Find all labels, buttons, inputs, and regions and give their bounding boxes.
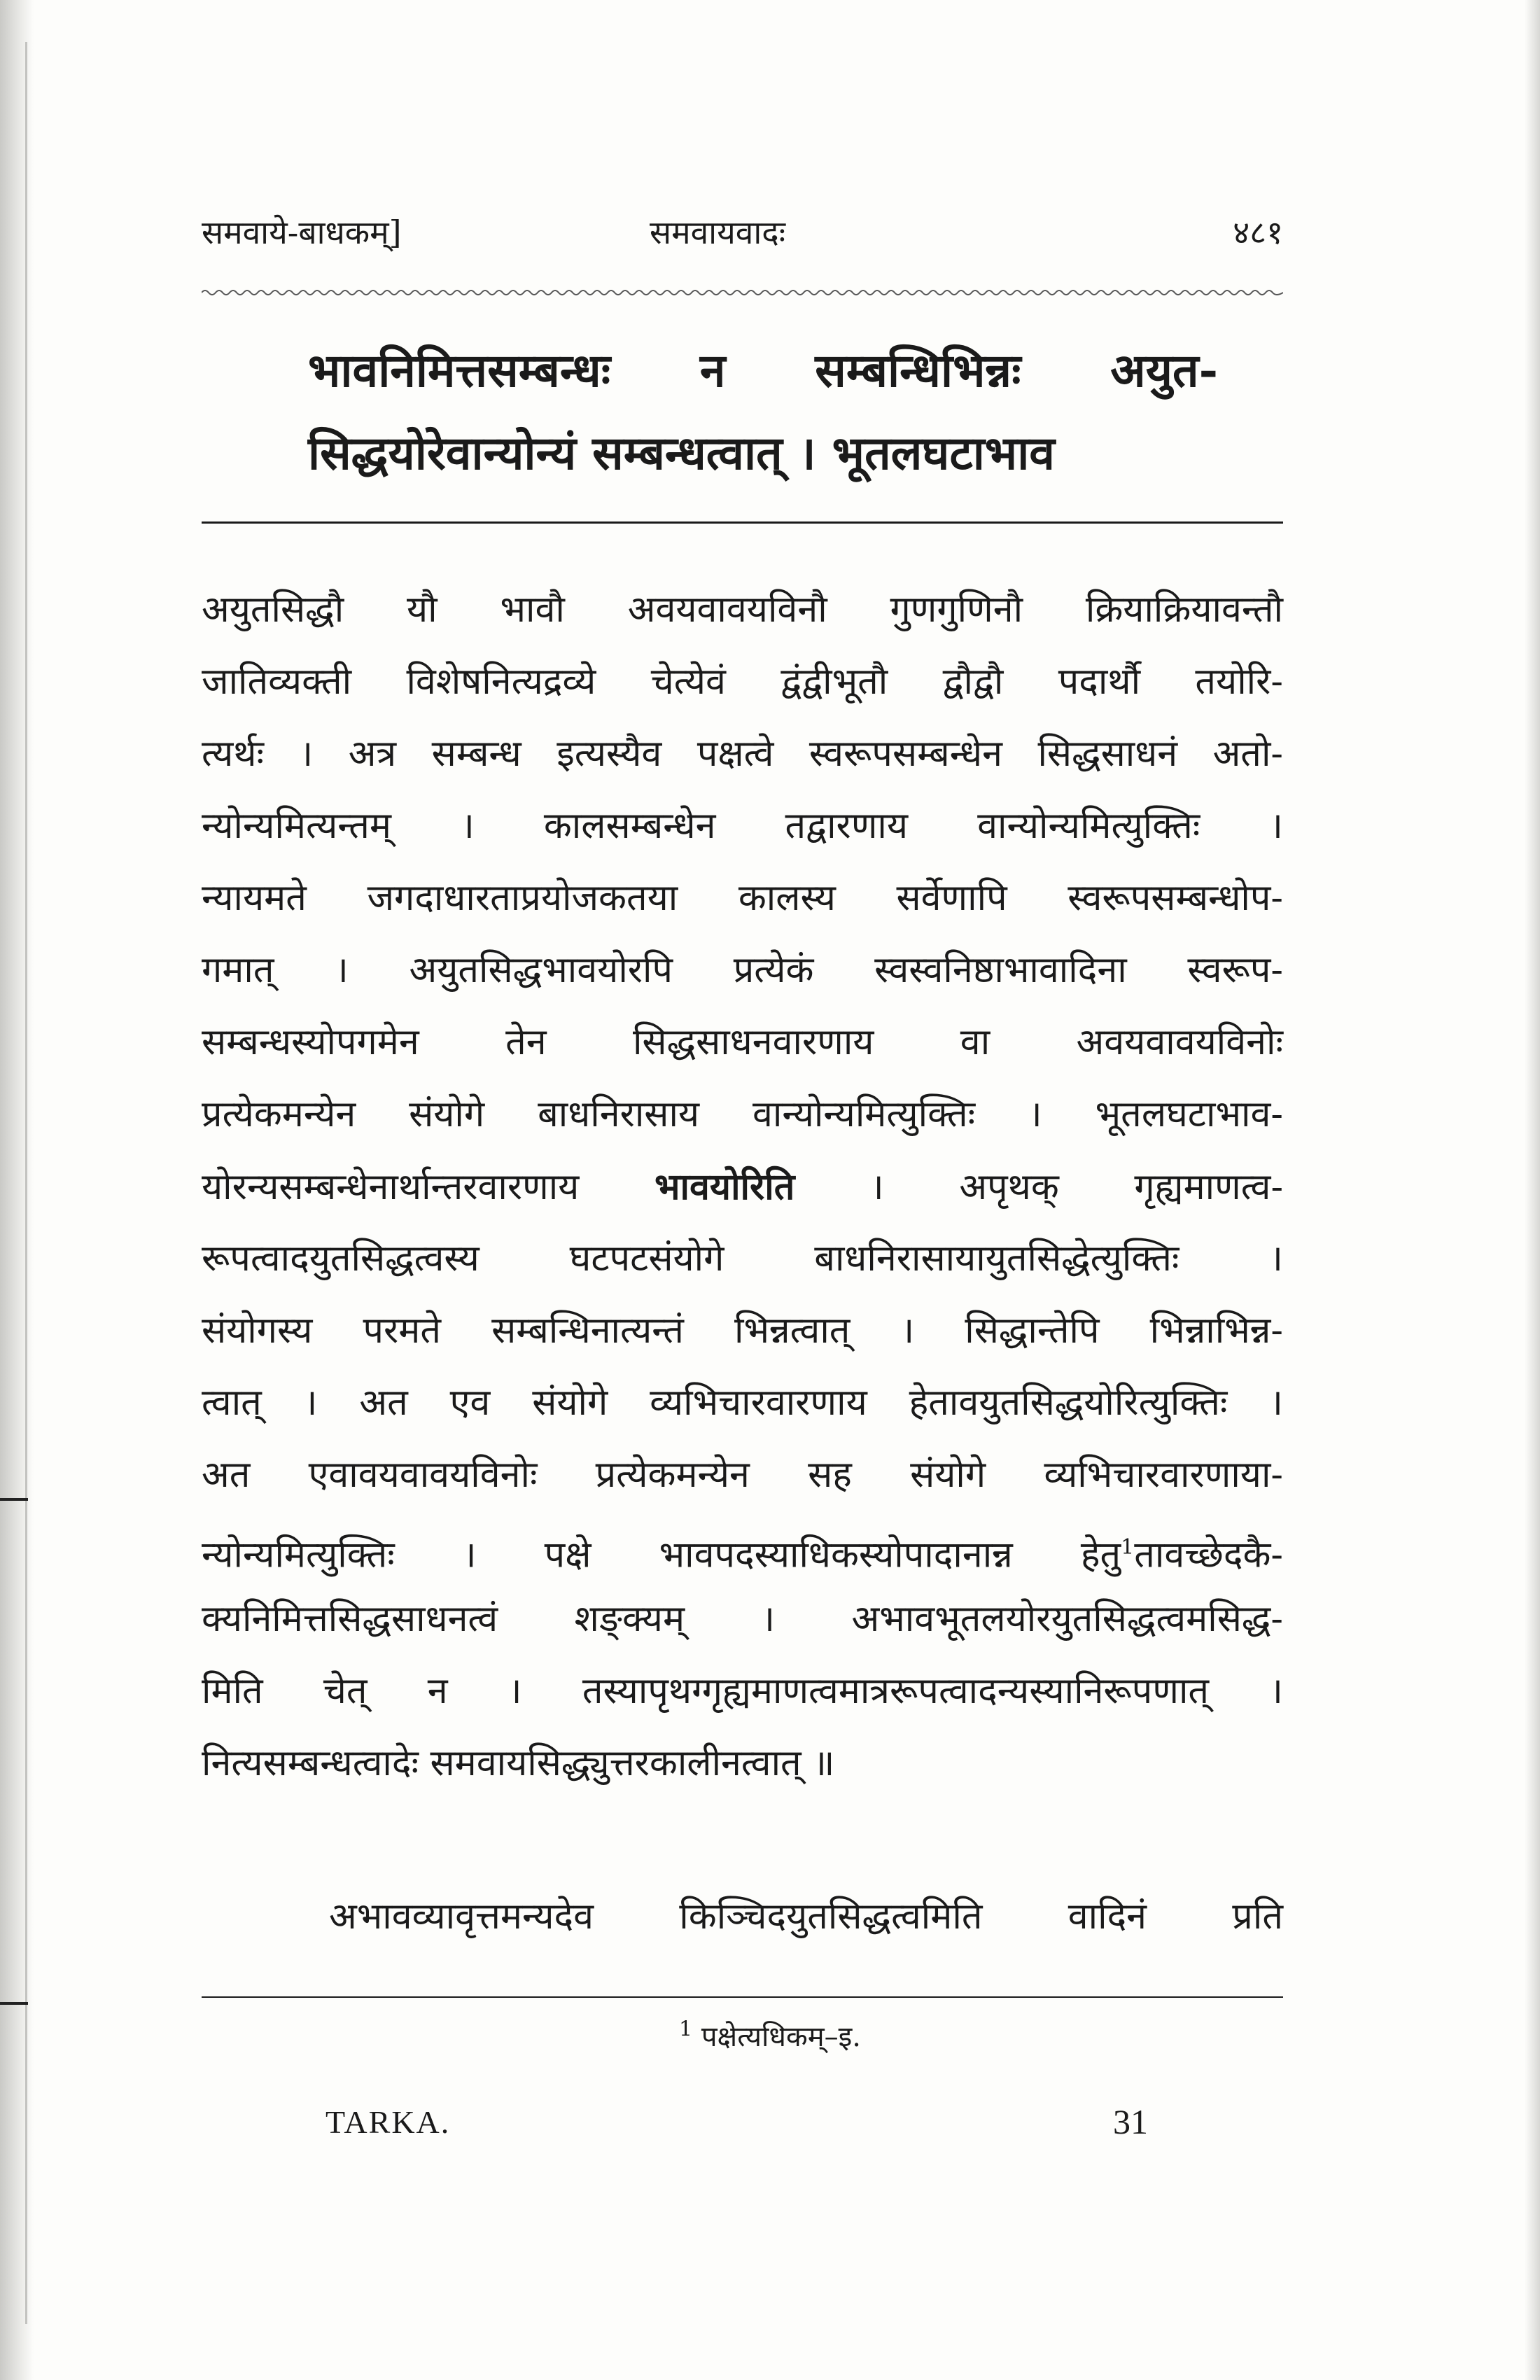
- commentary-line: क्यनिमित्तसिद्धसाधनत्वं शङ्क्यम् । अभावभूतलयोरयुतसिद्धत्वमसिद्ध-: [202, 1598, 1283, 1640]
- header-left: समवाये-बाधकम्]: [202, 214, 402, 251]
- commentary-line: [202, 1151, 1283, 1223]
- commentary-segment: न्योन्यमित्युक्तिः । पक्षे भावपदस्याधिकस्योपादानान्न हेतु: [202, 1534, 1121, 1576]
- commentary-line: त्यर्थः । अत्र सम्बन्ध इत्यस्यैव पक्षत्वे स्वरूपसम्बन्धेन सिद्धसाधनं अतो-: [202, 733, 1283, 775]
- verse-line: भावनिमित्तसम्बन्धः न सम्बन्धिभिन्नः अयुत-: [308, 343, 1218, 398]
- footnote-text: पक्षेत्यधिकम्–इ.: [701, 2021, 861, 2053]
- commentary-segment: तावच्छेदकै-: [1134, 1534, 1283, 1576]
- commentary-line: [202, 1511, 1283, 1583]
- commentary-line: सम्बन्धस्योपगमेन तेन सिद्धसाधनवारणाय वा अवयवावयविनोः: [202, 1021, 1283, 1063]
- commentary-line: प्रत्येकमन्येन संयोगे बाधनिरासाय वान्योन्यमित्युक्तिः । भूतलघटाभाव-: [202, 1093, 1283, 1135]
- margin-tick: [0, 1498, 28, 1501]
- commentary-block: [202, 574, 1283, 1800]
- footnote-rule: [202, 1996, 1283, 1998]
- commentary-segment: । अपृथक् गृह्यमाणत्व-: [870, 1166, 1284, 1208]
- commentary-line: गमात् । अयुतसिद्धभावयोरपि प्रत्येकं स्वस्वनिष्ठाभावादिना स्वरूप-: [202, 949, 1283, 991]
- running-header: [202, 210, 1283, 266]
- next-section-opening: अभावव्यावृत्तमन्यदेव किञ्चिदयुतसिद्धत्वमिति वादिनं प्रति: [329, 1896, 1283, 1938]
- bold-lemma: भावयोरिति: [654, 1166, 795, 1208]
- verse-rule: [202, 522, 1283, 524]
- signature-page-number: 31: [1113, 2102, 1148, 2141]
- commentary-line: मिति चेत् न । तस्यापृथग्गृह्यमाणत्वमात्ररूपत्वादन्यस्यानिरूपणात् ।: [202, 1670, 1283, 1712]
- header-center: समवायवादः: [650, 214, 785, 251]
- commentary-line: त्वात् । अत एव संयोगे व्यभिचारवारणाय हेतावयुतसिद्धयोरित्युक्तिः ।: [202, 1382, 1283, 1424]
- footnote: [0, 2016, 1540, 2054]
- commentary-line: न्यायमते जगदाधारताप्रयोजकतया कालस्य सर्वेणापि स्वरूपसम्बन्धोप-: [202, 877, 1283, 919]
- verse-block: [308, 329, 1218, 494]
- commentary-segment: योरन्यसम्बन्धेनार्थान्तरवारणाय: [202, 1166, 580, 1208]
- commentary-line: अयुतसिद्धौ यौ भावौ अवयवावयविनौ गुणगुणिनौ क्रियाक्रियावन्तौ: [202, 589, 1283, 631]
- footnote-reference[interactable]: 1: [1121, 1535, 1135, 1560]
- commentary-line: अत एवावयवावयविनोः प्रत्येकमन्येन सह संयोगे व्यभिचारवारणाया-: [202, 1454, 1283, 1496]
- commentary-line: रूपत्वादयुतसिद्धत्वस्य घटपटसंयोगे बाधनिरासायायुतसिद्धेत्युक्तिः ।: [202, 1238, 1283, 1280]
- header-page-number: ४८१: [1233, 214, 1283, 251]
- commentary-line: नित्यसम्बन्धत्वादेः समवायसिद्ध्युत्तरकालीनत्वात् ॥: [202, 1742, 835, 1784]
- margin-tick: [0, 2002, 28, 2005]
- commentary-line: न्योन्यमित्यन्तम् । कालसम्बन्धेन तद्वारणाय वान्योन्यमित्युक्तिः ।: [202, 805, 1283, 847]
- footnote-marker: 1: [679, 2017, 693, 2042]
- binding-line: [25, 42, 27, 2324]
- commentary-line: जातिव्यक्ती विशेषनित्यद्रव्ये चेत्येवं द्वंद्वीभूतौ द्वौद्वौ पदार्थौ तयोरि-: [202, 661, 1283, 703]
- commentary-line: संयोगस्य परमते सम्बन्धिनात्यन्तं भिन्नत्वात् । सिद्धान्तेपि भिन्नाभिन्न-: [202, 1310, 1283, 1352]
- wavy-rule: [202, 287, 1283, 298]
- verse-line: सिद्धयोरेवान्योन्यं सम्बन्धत्वात् । भूतलघटाभाव: [308, 426, 1055, 480]
- signature-mark: TARKA.: [326, 2104, 451, 2140]
